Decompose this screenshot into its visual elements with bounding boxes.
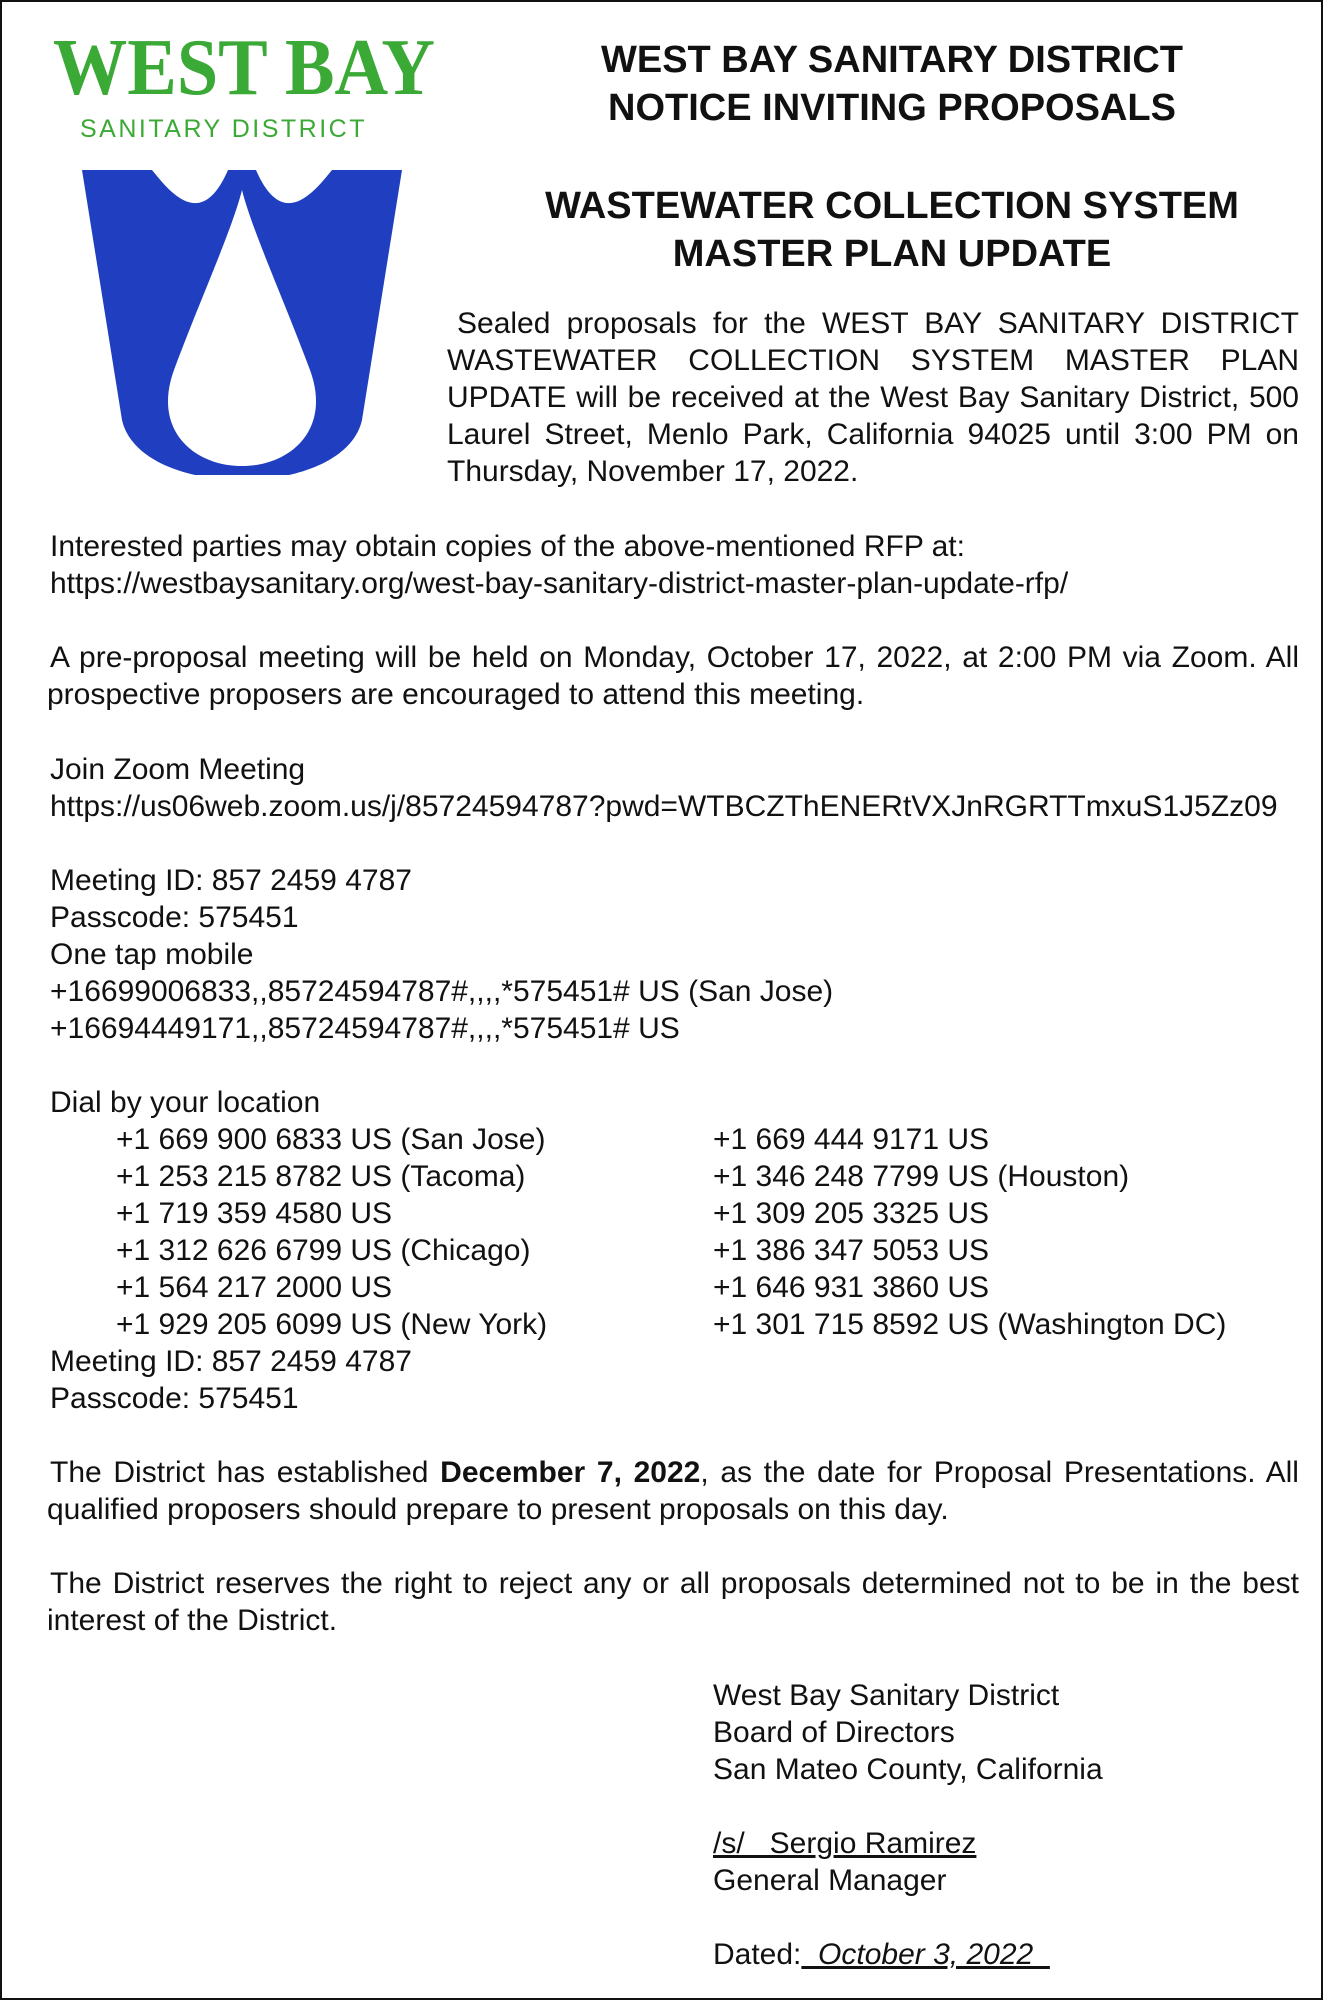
signature-board: Board of Directors (713, 1716, 955, 1749)
rfp-url-link[interactable]: https://westbaysanitary.org/west-bay-sanitary-district-master-plan-update-rfp/ (50, 567, 1069, 600)
reserve-right-paragraph: The District reserves the right to reject any or all proposals determined not to be in the best interest of the District. (47, 1567, 1299, 1637)
dial-number: +1 386 347 5053 US (713, 1234, 990, 1267)
presentation-date: December 7, 2022 (440, 1456, 701, 1489)
signature-title: General Manager (713, 1864, 947, 1897)
dial-number: +1 669 900 6833 US (San Jose) (116, 1123, 546, 1156)
logo-wordmark-text: WEST BAY (53, 30, 435, 102)
logo-subtitle: SANITARY DISTRICT (80, 115, 367, 143)
project-title-line2: MASTER PLAN UPDATE (672, 233, 1112, 275)
title-line-district: WEST BAY SANITARY DISTRICT (600, 39, 1184, 81)
zoom-join-url-link[interactable]: https://us06web.zoom.us/j/85724594787?pwd=WTBCZThENERtVXJnRGRTTmxuS1J5Zz09 (50, 790, 1278, 823)
dial-number: +1 309 205 3325 US (713, 1197, 990, 1230)
dial-number: +1 301 715 8592 US (Washington DC) (713, 1308, 1227, 1341)
dial-number: +1 719 359 4580 US (116, 1197, 393, 1230)
signature-county: San Mateo County, California (713, 1753, 1103, 1786)
dial-by-location-label: Dial by your location (50, 1086, 321, 1119)
dated-line (713, 1936, 1050, 1973)
signature-org: West Bay Sanitary District (713, 1679, 1060, 1712)
one-tap-label: One tap mobile (50, 938, 254, 971)
one-tap-number[interactable]: +16699006833,,85724594787#,,,,*575451# US (San Jose) (50, 975, 834, 1008)
west-bay-logo-wordmark (52, 30, 437, 102)
one-tap-number[interactable]: +16694449171,,85724594787#,,,,*575451# US (50, 1012, 680, 1045)
dial-number: +1 346 248 7799 US (Houston) (713, 1160, 1130, 1193)
dial-number: +1 646 931 3860 US (713, 1271, 990, 1304)
meeting-id: Meeting ID: 857 2459 4787 (50, 864, 412, 897)
dial-number: +1 253 215 8782 US (Tacoma) (116, 1160, 526, 1193)
notice-title (512, 36, 1272, 132)
dial-number: +1 669 444 9171 US (713, 1123, 990, 1156)
dated-label: Dated: (713, 1938, 802, 1971)
dated-value: October 3, 2022 (801, 1938, 1050, 1971)
water-drop-logo-icon (82, 170, 402, 475)
project-title-line1: WASTEWATER COLLECTION SYSTEM (545, 185, 1239, 227)
title-line-notice: NOTICE INVITING PROPOSALS (608, 87, 1176, 129)
dial-number: +1 929 205 6099 US (New York) (116, 1308, 548, 1341)
meeting-id-repeat: Meeting ID: 857 2459 4787 (50, 1345, 412, 1378)
presentations-paragraph (47, 1454, 1299, 1528)
rfp-line: Interested parties may obtain copies of the above-mentioned RFP at: (50, 530, 965, 563)
dial-number: +1 564 217 2000 US (116, 1271, 393, 1304)
passcode: Passcode: 575451 (50, 901, 299, 934)
intro-paragraph: Sealed proposals for the WEST BAY SANITARY DISTRICT WASTEWATER COLLECTION SYSTEM MASTER PLAN UPDATE will be received at the West Bay Sanitary District, 500 Laurel Street, Menlo Park, California 94025 until 3:00 PM on Thursday, November 17, 2022. (447, 307, 1299, 488)
dial-number: +1 312 626 6799 US (Chicago) (116, 1234, 531, 1267)
signature-signed-name: /s/ Sergio Ramirez (713, 1827, 977, 1860)
zoom-join-label: Join Zoom Meeting (50, 753, 306, 786)
pre-proposal-paragraph: A pre-proposal meeting will be held on Monday, October 17, 2022, at 2:00 PM via Zoom. All prospective proposers are encouraged to attend this meeting. (47, 641, 1299, 711)
presentations-text-after: , as the date for Proposal Presentations. All qualified proposers should prepare to present proposals on this day. (47, 1456, 1299, 1526)
project-title (512, 182, 1272, 278)
presentations-text-before: The District has established (50, 1456, 441, 1489)
passcode-repeat: Passcode: 575451 (50, 1382, 299, 1415)
